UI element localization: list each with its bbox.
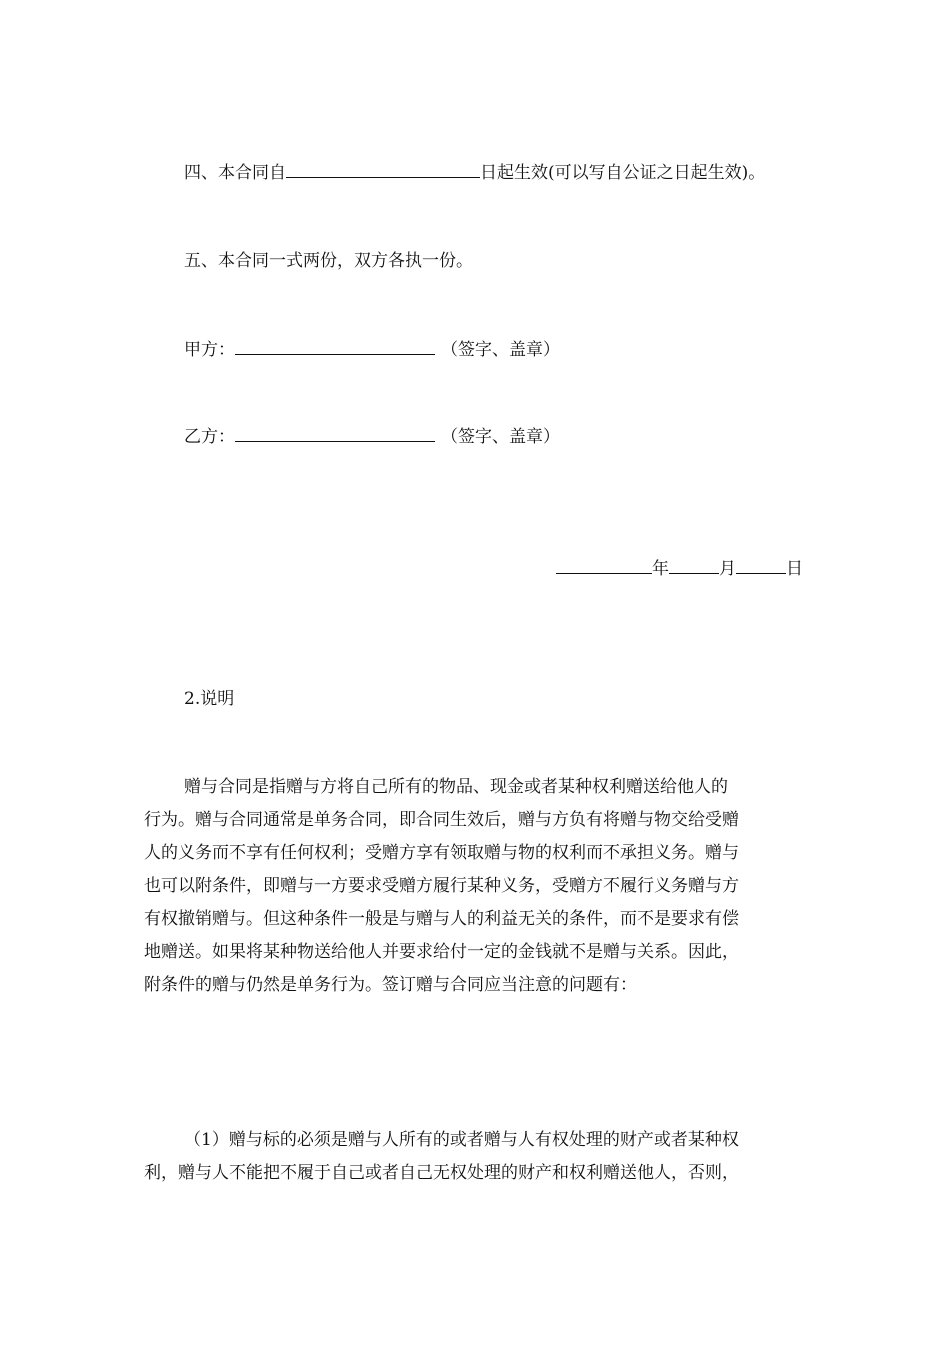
- year-blank[interactable]: [556, 557, 652, 574]
- section-heading: [184, 688, 234, 710]
- effective-date-blank[interactable]: [286, 161, 480, 178]
- party-b-signature-blank[interactable]: [235, 425, 435, 442]
- clause-5-text: 五、本合同一式两份，双方各执一份。: [184, 251, 473, 271]
- explanation-line: 附条件的赠与仍然是单务行为。签订赠与合同应当注意的问题有：: [144, 975, 637, 995]
- section-heading-text: 2.说明: [184, 689, 235, 709]
- point-1-line: （1）赠与标的必须是赠与人所有的或者赠与人有权处理的财产或者某种权: [184, 1130, 739, 1150]
- clause-4-prefix: 四、本合同自: [184, 163, 286, 183]
- year-label: 年: [652, 559, 669, 579]
- party-a-signature-blank[interactable]: [235, 338, 435, 355]
- explanation-paragraph: [144, 771, 808, 1002]
- day-blank[interactable]: [736, 557, 786, 574]
- explanation-line: 行为。赠与合同通常是单务合同，即合同生效后，赠与方负有将赠与物交给受赠: [144, 810, 739, 830]
- party-a-signature-line: [184, 338, 560, 361]
- explanation-line: 人的义务而不享有任何权利；受赠方享有领取赠与物的权利而不承担义务。赠与: [144, 843, 739, 863]
- month-blank[interactable]: [669, 557, 719, 574]
- explanation-line: 有权撤销赠与。但这种条件一般是与赠与人的利益无关的条件，而不是要求有偿: [144, 909, 739, 929]
- day-label: 日: [786, 559, 803, 579]
- clause-4-suffix: 日起生效(可以写自公证之日起生效)。: [480, 163, 766, 183]
- party-b-label: 乙方：: [184, 427, 235, 447]
- point-1-line: 利，赠与人不能把不履于自己或者自己无权处理的财产和权利赠送他人，否则，: [144, 1163, 739, 1183]
- clause-4: [184, 161, 765, 184]
- explanation-line: 也可以附条件，即赠与一方要求受赠方履行某种义务，受赠方不履行义务赠与方: [144, 876, 739, 896]
- party-b-signature-line: [184, 425, 560, 448]
- party-b-note: （签字、盖章）: [441, 427, 560, 447]
- explanation-line: 地赠送。如果将某种物送给他人并要求给付一定的金钱就不是赠与关系。因此，: [144, 942, 739, 962]
- date-line: [556, 557, 803, 580]
- point-1-paragraph: [144, 1124, 808, 1190]
- explanation-line: 赠与合同是指赠与方将自己所有的物品、现金或者某种权利赠送给他人的: [184, 777, 728, 797]
- party-a-label: 甲方：: [184, 340, 235, 360]
- clause-5: [184, 250, 473, 272]
- party-a-note: （签字、盖章）: [441, 340, 560, 360]
- month-label: 月: [719, 559, 736, 579]
